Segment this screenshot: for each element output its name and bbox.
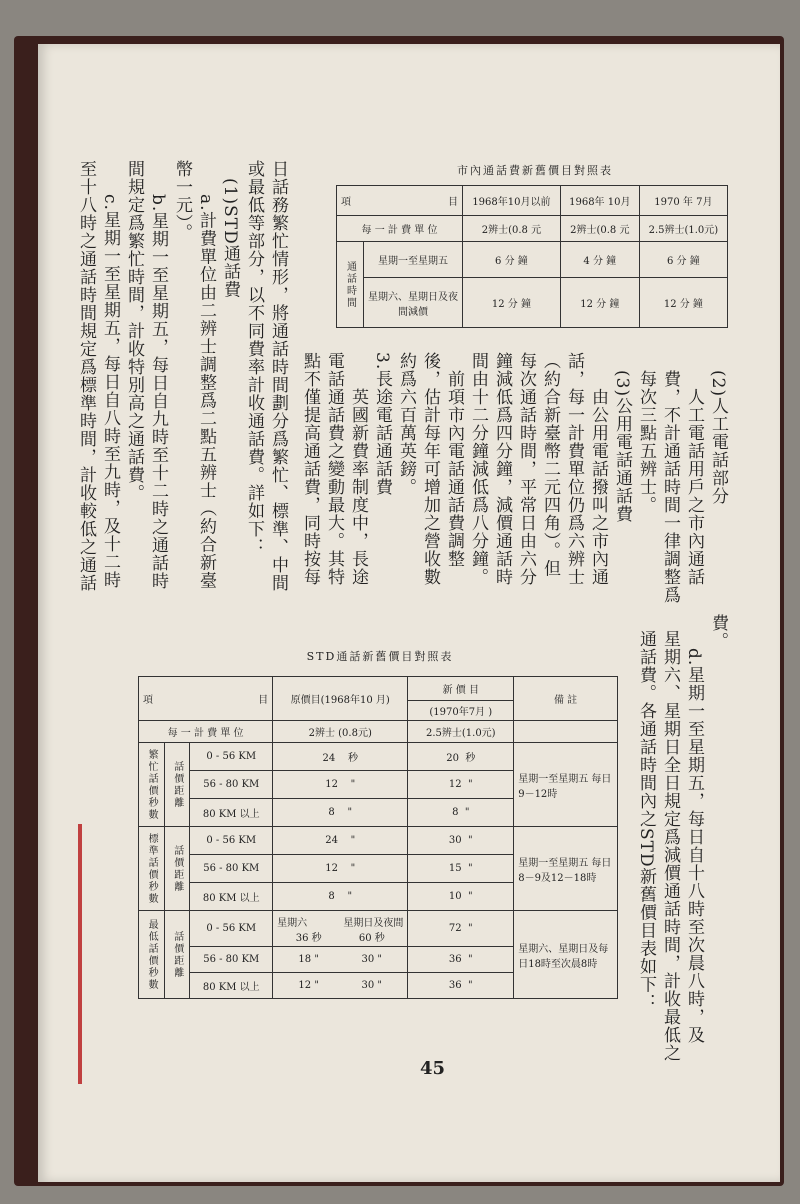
table2-old-cell: 12 " 30 " xyxy=(273,973,408,999)
table2-old-cell: 12 " xyxy=(273,771,408,799)
table2-old-cell: 8 " xyxy=(273,883,408,911)
body-col: 費。 xyxy=(708,614,728,650)
table2-note: 星期六、星期日及每日18時至次晨8時 xyxy=(514,911,618,999)
table1-cell: 12 分 鐘 xyxy=(639,278,727,328)
table2-distance: 80 KM 以上 xyxy=(190,883,273,911)
table2-new-cell: 20 秒 xyxy=(408,743,514,771)
body-col: 間由十二分鐘減低爲八分鐘。 xyxy=(468,352,488,586)
body-col: a.計費單位由二辨士調整爲二點五辨士（約合新臺 xyxy=(196,194,216,590)
table1-cell: 6 分 鐘 xyxy=(639,242,727,278)
body-col: 話，每一計費單位仍爲六辨士 xyxy=(564,352,584,586)
table2-header-old: 原價目(1968年10 月) xyxy=(273,677,408,721)
table2-header-item: 項 目 xyxy=(139,677,273,721)
page-edge-mark xyxy=(78,824,82,1084)
table2-new-cell: 10 " xyxy=(408,883,514,911)
body-col: (2)人工電話部分 xyxy=(708,370,728,506)
std-call-fee-table xyxy=(138,676,618,999)
table1-header: 1968年10月以前 xyxy=(463,186,561,216)
body-col: 約爲六百萬英鎊。 xyxy=(396,352,416,496)
body-col: 間規定爲繁忙時間，計收特別高之通話費。 xyxy=(124,160,144,502)
body-col: 費，不計通話時間一律調整爲 xyxy=(660,370,680,604)
table2-new-cell: 15 " xyxy=(408,855,514,883)
table1-cell: 2辨士(0.8 元 xyxy=(463,216,561,242)
table2-new-cell: 72 " xyxy=(408,911,514,947)
body-col: 鐘減低爲四分鐘，減價通話時 xyxy=(492,352,512,586)
table2-header-note: 備 註 xyxy=(514,677,618,721)
table2-distance: 0 - 56 KM xyxy=(190,911,273,947)
table2-distance: 0 - 56 KM xyxy=(190,743,273,771)
body-col: 每次通話時間，平常日由六分 xyxy=(516,352,536,586)
table1-cell: 4 分 鐘 xyxy=(560,242,639,278)
body-col: 人工電話用戶之市內通話 xyxy=(684,388,704,586)
body-col: (1)STD通話費 xyxy=(220,178,240,299)
body-col: 日話務繁忙情形，將通話時間劃分爲繁忙、標準、中間 xyxy=(268,160,288,592)
table2-unit-label: 每 一 計 費 單 位 xyxy=(139,721,273,743)
table2-new-cell: 36 " xyxy=(408,947,514,973)
table2-group-standard: 標準話價秒數 xyxy=(139,827,165,911)
body-col: b.星期一至星期五，每日自九時至十二時之通話時 xyxy=(148,194,168,591)
body-col: 點不僅提高通話費，同時按每 xyxy=(300,352,320,586)
body-col: 幣一元）。 xyxy=(172,160,192,242)
body-col: 由公用電話撥叫之市內通 xyxy=(588,388,608,586)
table2-distance: 56 - 80 KM xyxy=(190,771,273,799)
table2-group-lowest: 最低話價秒數 xyxy=(139,911,165,999)
table2-dist-label: 話價距離 xyxy=(165,827,190,911)
table2-dist-label: 話價距離 xyxy=(165,743,190,827)
table2-distance: 0 - 56 KM xyxy=(190,827,273,855)
body-col: 前項市內電話通話費調整 xyxy=(444,370,464,568)
table2-distance: 56 - 80 KM xyxy=(190,855,273,883)
table2-group-busy: 繁忙話價秒數 xyxy=(139,743,165,827)
table2-dist-label: 話價距離 xyxy=(165,911,190,999)
body-col: c.星期一至星期五，每日自八時至九時，及十二時 xyxy=(100,194,120,589)
table1-cell: 12 分 鐘 xyxy=(560,278,639,328)
page-number: 45 xyxy=(420,1058,446,1079)
table2-new-cell: 36 " xyxy=(408,973,514,999)
table1-row-label: 每 一 計 費 單 位 xyxy=(337,216,463,242)
table2-new-cell: 30 " xyxy=(408,827,514,855)
table1-row-label: 星期一至星期五 xyxy=(364,242,463,278)
body-col: 英國新費率制度中，長途 xyxy=(348,388,368,586)
table2-header-new-date: (1970年7月 ) xyxy=(408,701,514,721)
body-col: 通話費。各通話時間內之STD新舊價目表如下： xyxy=(636,630,656,1012)
table2-new-cell: 8 " xyxy=(408,799,514,827)
body-col: d.星期一至星期五，每日自十八時至次晨八時，及 xyxy=(684,648,704,1045)
table1-header: 1970 年 7月 xyxy=(639,186,727,216)
body-col: 後，估計每年可增加之營收數 xyxy=(420,352,440,586)
table2-unit-old: 2辨士 (0.8元) xyxy=(273,721,408,743)
table2-distance: 56 - 80 KM xyxy=(190,947,273,973)
table1-title: 市內通話費新舊價目對照表 xyxy=(457,164,613,177)
table2-old-cell: 18 " 30 " xyxy=(273,947,408,973)
body-col: 至十八時之通話時間規定爲標準時間，計收較低之通話 xyxy=(76,160,96,592)
table2-note: 星期一至星期五 每日8－9及12－18時 xyxy=(514,827,618,911)
table1-header: 1968年 10月 xyxy=(560,186,639,216)
table1-row-label: 星期六、星期日及夜間減價 xyxy=(364,278,463,328)
table2-old-cell: 8 " xyxy=(273,799,408,827)
table2-distance: 80 KM 以上 xyxy=(190,799,273,827)
table2-old-cell: 24 " xyxy=(273,827,408,855)
local-call-fee-table xyxy=(336,185,728,328)
table2-unit-new: 2.5辨士(1.0元) xyxy=(408,721,514,743)
table2-old-cell: 12 " xyxy=(273,855,408,883)
body-col: （約合新臺幣二元四角）。但 xyxy=(540,352,560,578)
table1-header-item: 項 目 xyxy=(337,186,463,216)
table2-title: STD通話新舊價目對照表 xyxy=(306,650,454,663)
table2-old-cell: 24 秒 xyxy=(273,743,408,771)
body-col: (3)公用電話通話費 xyxy=(612,370,632,524)
body-col: 每次三點五辨士。 xyxy=(636,370,656,514)
body-col: 星期六、星期日全日規定爲減價通話時間，計收最低之 xyxy=(660,630,680,1062)
table1-cell: 2辨士(0.8 元 xyxy=(560,216,639,242)
section-heading: 3.長途電話通話費 xyxy=(372,352,392,497)
table2-header-new: 新 價 目 xyxy=(408,677,514,701)
table1-cell: 2.5辨士(1.0元) xyxy=(639,216,727,242)
table2-distance: 80 KM 以上 xyxy=(190,973,273,999)
table2-old-cell: 星期六 星期日及夜間 36 秒 60 秒 xyxy=(273,911,408,947)
table1-cell: 6 分 鐘 xyxy=(463,242,561,278)
table2-new-cell: 12 " xyxy=(408,771,514,799)
body-col: 或最低等部分，以不同費率計收通話費。詳如下： xyxy=(244,160,264,556)
body-col: 電話通話費之變動最大。其特 xyxy=(324,352,344,586)
table1-group-label: 通話時間 xyxy=(337,242,364,328)
table1-cell: 12 分 鐘 xyxy=(463,278,561,328)
table2-note: 星期一至星期五 每日9－12時 xyxy=(514,743,618,827)
table2-unit-note xyxy=(514,721,618,743)
